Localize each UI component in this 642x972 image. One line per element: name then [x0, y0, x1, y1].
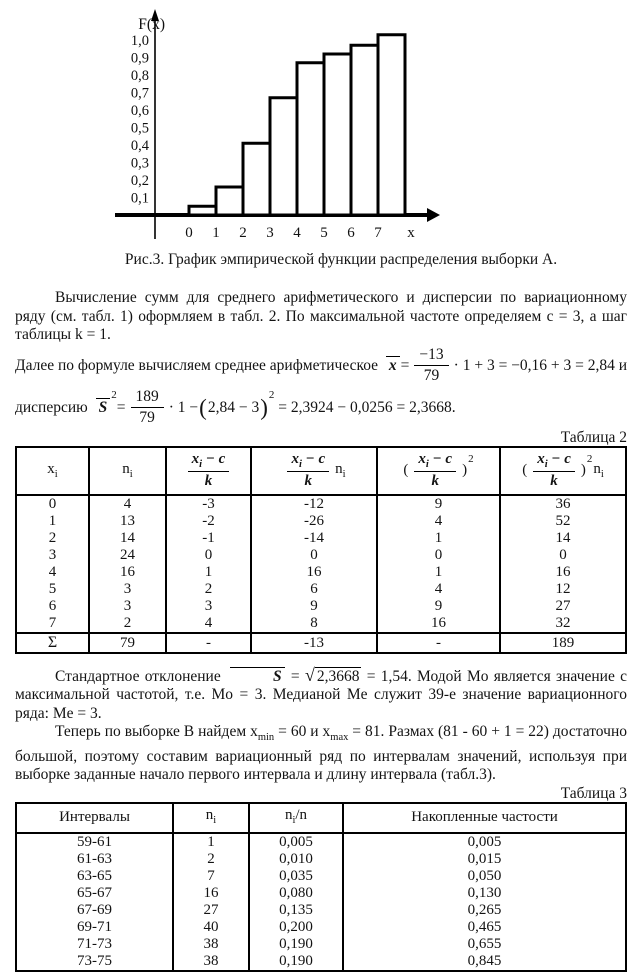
formula-variance-prefix: дисперсию [15, 398, 92, 416]
table2-data-row [16, 564, 626, 581]
cell-xi: 1 [16, 513, 89, 530]
cell-ni: 27 [173, 902, 249, 919]
table3-data-row [16, 833, 626, 851]
cell-ni: 2 [173, 851, 249, 868]
cell-deviation-squared: 1 [377, 564, 500, 581]
cell-deviation-squared: 16 [377, 615, 500, 633]
cell-deviation-squared: 4 [377, 581, 500, 598]
cell-ni: 2 [89, 615, 166, 633]
table2-header-frac-squared-ni: ( $x_i - c$ k ) 2 $n_i$ [500, 447, 626, 495]
cell-xi: 0 [16, 495, 89, 513]
formula-mean [15, 345, 627, 387]
cell-deviation-squared: 0 [377, 547, 500, 564]
table3-header-intervals: Интервалы [16, 803, 173, 833]
figure [115, 8, 627, 269]
paragraph-stddev-mode-median: Стандартное отклонение S = √ 2,3668 = 1,54. Модой Mo является значение с максимальной частотой, т.е. Mo = 3. Медианой Me служит 39-е значение вариационного ряда: Me = 3. [15, 664, 627, 722]
equals-sign: = [290, 667, 300, 685]
fraction-variance [131, 388, 164, 427]
cell-deviation-squared-ni: 52 [500, 513, 626, 530]
ecdf-step-chart [115, 8, 445, 248]
cell-deviation-squared-ni: 12 [500, 581, 626, 598]
sigma-symbol: Σ [16, 633, 89, 653]
svg-text:7: 7 [374, 225, 382, 241]
cell-deviation-ni: -14 [251, 530, 377, 547]
table2-header-xi: $x_i$ [16, 447, 89, 495]
cell-ni: 13 [89, 513, 166, 530]
fraction-denominator: 79 [423, 367, 440, 384]
svg-text:0,1: 0,1 [130, 190, 149, 207]
cell-ni: 1 [173, 833, 249, 851]
cell-relative-frequency: 0,190 [249, 953, 343, 971]
svg-text:5: 5 [320, 225, 328, 241]
total-deviation-ni: -13 [251, 633, 377, 653]
close-paren: ) [260, 395, 268, 420]
cell-deviation-ni: 8 [251, 615, 377, 633]
table2-data-row [16, 547, 626, 564]
table2-label: Таблица 2 [560, 428, 627, 446]
table2-data-row [16, 495, 626, 513]
cell-deviation-squared: 1 [377, 530, 500, 547]
cell-interval: 65-67 [16, 885, 173, 902]
cell-xi: 3 [16, 547, 89, 564]
cell-deviation-squared-ni: 27 [500, 598, 626, 615]
cell-deviation-ni: 6 [251, 581, 377, 598]
cell-deviation: 3 [166, 598, 251, 615]
cell-xi: 4 [16, 564, 89, 581]
table2-sums [15, 446, 627, 654]
close-paren: ) [462, 462, 468, 478]
cell-relative-frequency: 0,135 [249, 902, 343, 919]
cell-deviation: -2 [166, 513, 251, 530]
cell-deviation-ni: 16 [251, 564, 377, 581]
svg-text:1: 1 [212, 225, 220, 241]
cell-xi: 6 [16, 598, 89, 615]
fraction-mean [414, 346, 448, 385]
table2-data-row [16, 598, 626, 615]
cell-deviation: -1 [166, 530, 251, 547]
cell-ni: 14 [89, 530, 166, 547]
chart-x-tick-labels [185, 225, 382, 241]
table2-header-frac: $x_i - c$ k [166, 447, 251, 495]
table3-header-cumulative: Накопленные частости [343, 803, 626, 833]
cell-deviation: 4 [166, 615, 251, 633]
table2-data-row [16, 530, 626, 547]
open-paren: ( [403, 462, 409, 478]
cell-interval: 69-71 [16, 919, 173, 936]
table3-data-row [16, 953, 626, 971]
table2-header-frac-ni: $x_i - c$ k $n_i$ [251, 447, 377, 495]
cell-cumulative-frequency: 0,265 [343, 902, 626, 919]
equals-sign: = [400, 356, 410, 374]
cell-relative-frequency: 0,200 [249, 919, 343, 936]
svg-text:0,6: 0,6 [130, 103, 149, 119]
variance-symbol: S [96, 398, 111, 416]
table3-data-row [16, 919, 626, 936]
total-ni: 79 [89, 633, 166, 653]
paragraph-variation-series: Вычисление сумм для среднего арифметического и дисперсии по вариационному ряду (см. табл. 1) оформляем в табл. 2. По максимальной частоте определяем c = 3, а шаг таблицы k = 1. [15, 289, 627, 343]
cell-deviation-ni: 9 [251, 598, 377, 615]
total-deviation-squared-ni: 189 [500, 633, 626, 653]
table3-header-ni-n: $n_i/n$ [249, 803, 343, 833]
cell-deviation-squared-ni: 36 [500, 495, 626, 513]
cell-ni: 38 [173, 936, 249, 953]
svg-text:1,0: 1,0 [130, 33, 149, 49]
table3-data-row [16, 885, 626, 902]
fraction-numerator: −13 [414, 346, 448, 366]
cell-cumulative-frequency: 0,130 [343, 885, 626, 902]
equals-sign: = [116, 398, 126, 416]
variance-exponent: 2 [111, 388, 117, 401]
table2-header-row [16, 447, 626, 495]
cell-relative-frequency: 0,005 [249, 833, 343, 851]
table2-total-row [16, 633, 626, 653]
formula-variance-middle: · 1 − [168, 398, 199, 416]
cell-interval: 59-61 [16, 833, 173, 851]
open-paren: ( [199, 395, 207, 420]
cell-interval: 61-63 [16, 851, 173, 868]
cell-ni: 7 [173, 868, 249, 885]
table3-data-row [16, 902, 626, 919]
cell-ni: 3 [89, 581, 166, 598]
cell-deviation: 0 [166, 547, 251, 564]
sqrt-radicand: 2,3668 [316, 667, 360, 685]
paragraph-sample-b: Теперь по выборке В найдем $x_{min} = 60$ и $x_{max} = 81$. Размах (81 - 60 + 1 = 22) достаточно большой, поэтому составим вариационный ряд по интервалам значений, используя при выборке заданные начало первого интервала и длину интервала (табл.3). [15, 723, 627, 784]
cell-ni: 24 [89, 547, 166, 564]
cell-ni: 38 [173, 953, 249, 971]
formula-variance-result: = 2,3924 − 0,0256 = 2,3668. [274, 398, 456, 416]
cell-deviation-squared-ni: 16 [500, 564, 626, 581]
cell-deviation-squared: 9 [377, 598, 500, 615]
cell-cumulative-frequency: 0,465 [343, 919, 626, 936]
mean-symbol: x [386, 356, 400, 374]
svg-text:0,7: 0,7 [130, 85, 149, 102]
open-paren: ( [522, 462, 528, 478]
cell-deviation-squared: 9 [377, 495, 500, 513]
cell-deviation: 1 [166, 564, 251, 581]
paren-body: 2,84 − 3 [207, 398, 260, 416]
svg-text:6: 6 [347, 225, 355, 241]
sqrt-icon: √ [304, 664, 315, 685]
cell-deviation-ni: 0 [251, 547, 377, 564]
cell-relative-frequency: 0,190 [249, 936, 343, 953]
cell-interval: 63-65 [16, 868, 173, 885]
cell-cumulative-frequency: 0,655 [343, 936, 626, 953]
svg-text:0,5: 0,5 [130, 120, 149, 137]
formula-mean-result: · 1 + 3 = −0,16 + 3 = 2,84 и [453, 356, 628, 374]
svg-text:0,8: 0,8 [130, 68, 149, 84]
total-deviation: - [166, 633, 251, 653]
formula-variance [15, 387, 627, 429]
cell-relative-frequency: 0,080 [249, 885, 343, 902]
cell-deviation: 2 [166, 581, 251, 598]
cell-xi: 2 [16, 530, 89, 547]
table3-header-row [16, 803, 626, 833]
cell-interval: 67-69 [16, 902, 173, 919]
cell-cumulative-frequency: 0,015 [343, 851, 626, 868]
formula-mean-prefix: Далее по формуле вычисляем среднее арифметическое [15, 356, 382, 374]
table3-label: Таблица 3 [560, 784, 627, 802]
cell-xi: 7 [16, 615, 89, 633]
svg-text:4: 4 [293, 225, 301, 241]
table2-data-row [16, 615, 626, 633]
subscript-min: min [257, 732, 275, 744]
table2-data-row [16, 581, 626, 598]
chart-bars [189, 35, 405, 215]
cell-xi: 5 [16, 581, 89, 598]
close-paren: ) [580, 462, 586, 478]
fraction-denominator: 79 [139, 409, 155, 426]
svg-text:0,4: 0,4 [130, 138, 149, 154]
cell-deviation-squared-ni: 14 [500, 530, 626, 547]
subscript-max: max [330, 732, 349, 744]
cell-relative-frequency: 0,010 [249, 851, 343, 868]
cell-deviation-squared-ni: 0 [500, 547, 626, 564]
svg-text:3: 3 [266, 225, 274, 241]
cell-interval: 71-73 [16, 936, 173, 953]
cell-ni: 16 [89, 564, 166, 581]
cell-ni: 40 [173, 919, 249, 936]
fraction-numerator: 189 [131, 388, 164, 408]
cell-relative-frequency: 0,035 [249, 868, 343, 885]
cell-cumulative-frequency: 0,050 [343, 868, 626, 885]
table3-data-row [16, 868, 626, 885]
table3-data-row [16, 851, 626, 868]
chart-y-tick-labels [131, 33, 150, 207]
cell-deviation-ni: -26 [251, 513, 377, 530]
paren-exponent: 2 [268, 388, 275, 401]
table2-header-frac-squared: ( $x_i - c$ k ) 2 [377, 447, 500, 495]
svg-text:2: 2 [239, 225, 247, 241]
svg-text:0,9: 0,9 [130, 50, 149, 67]
cell-cumulative-frequency: 0,845 [343, 953, 626, 971]
table2-data-row [16, 513, 626, 530]
cell-deviation-squared-ni: 32 [500, 615, 626, 633]
cell-ni: 3 [89, 598, 166, 615]
table3-header-ni: $n_i$ [173, 803, 249, 833]
x-axis-title: x [407, 225, 415, 241]
cell-ni: 16 [173, 885, 249, 902]
cell-ni: 4 [89, 495, 166, 513]
svg-text:0,2: 0,2 [130, 173, 149, 189]
table3-intervals [15, 802, 627, 972]
cell-deviation-ni: -12 [251, 495, 377, 513]
svg-text:0: 0 [185, 225, 193, 241]
stddev-symbol: S [230, 667, 285, 685]
cell-interval: 73-75 [16, 953, 173, 971]
total-deviation-squared: - [377, 633, 500, 653]
svg-text:0,3: 0,3 [130, 155, 149, 172]
table2-header-ni: $n_i$ [89, 447, 166, 495]
y-axis-title: F(x) [138, 16, 165, 33]
cell-cumulative-frequency: 0,005 [343, 833, 626, 851]
cell-deviation-squared: 4 [377, 513, 500, 530]
cell-deviation: -3 [166, 495, 251, 513]
table3-data-row [16, 936, 626, 953]
figure-caption: Рис.3. График эмпирической функции распределения выборки А. [124, 251, 558, 268]
